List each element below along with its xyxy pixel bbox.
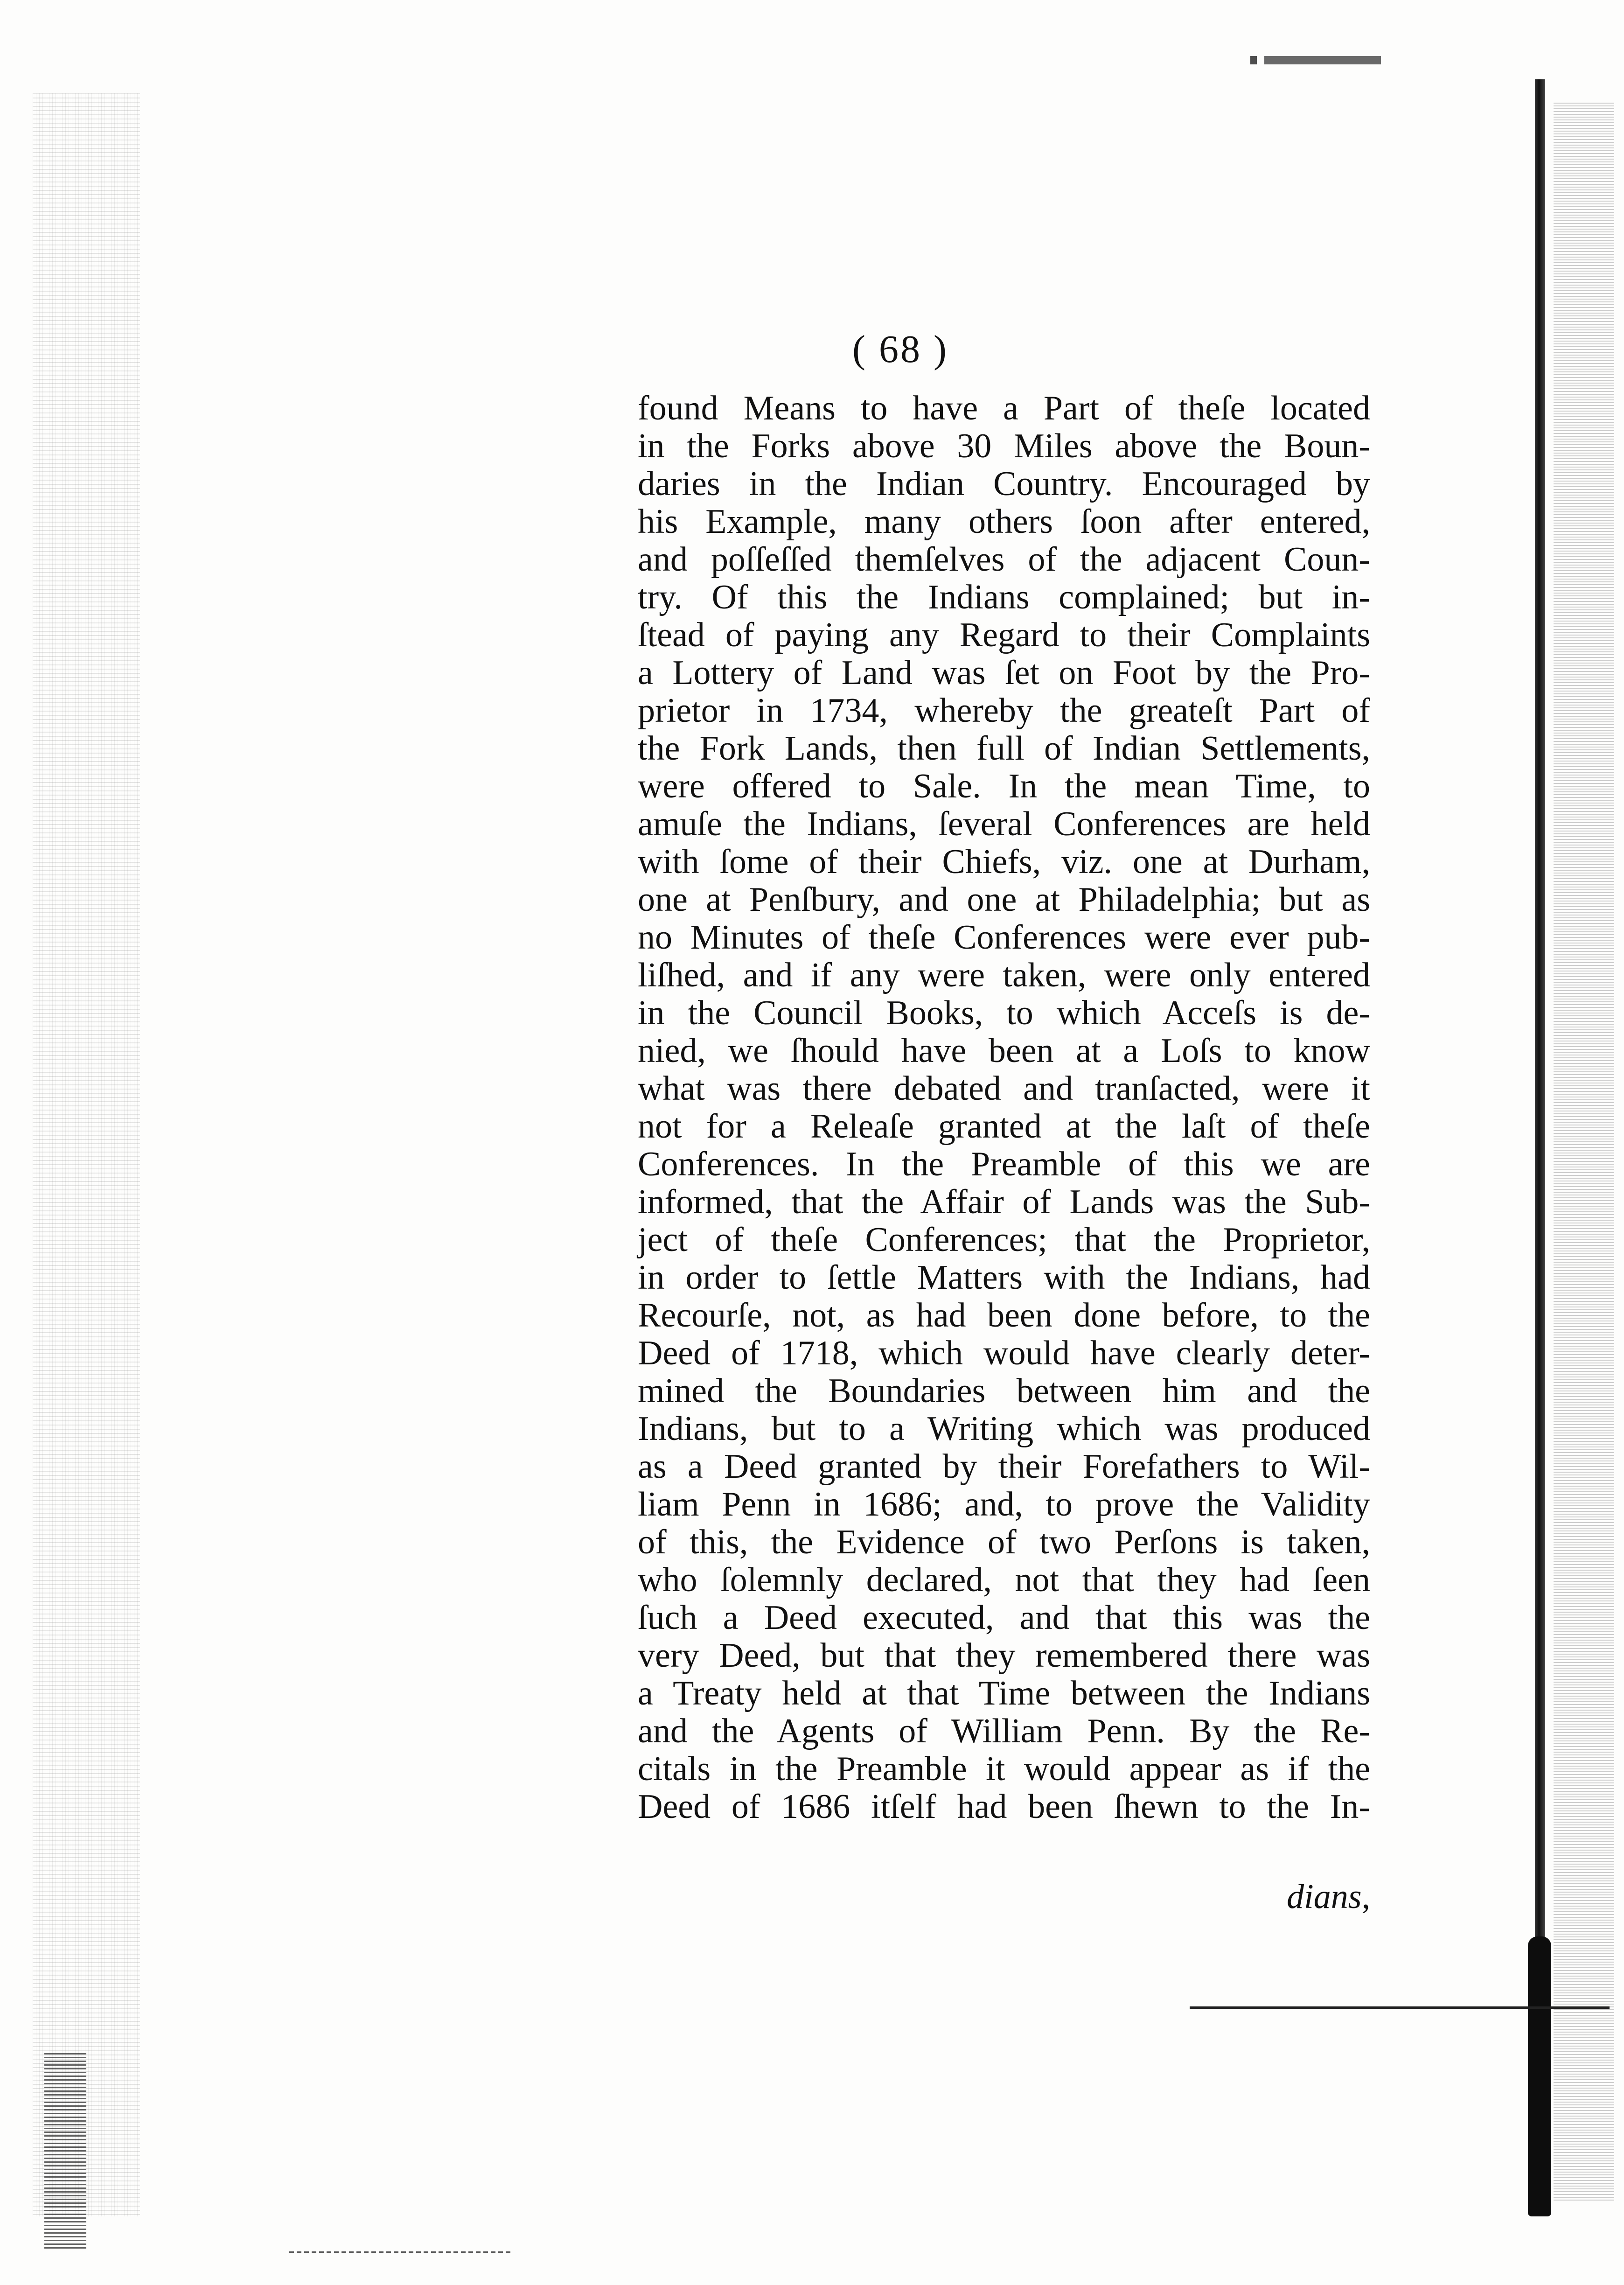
text-line: liſhed, and if any were taken, were only entered (638, 956, 1370, 994)
scan-top-mark (1250, 56, 1381, 64)
text-line: Indians, but to a Writing which was produced (638, 1410, 1370, 1448)
text-line: nied, we ſhould have been at a Loſs to know (638, 1032, 1370, 1070)
text-line: and the Agents of William Penn. By the Re- (638, 1712, 1370, 1750)
scan-left-edge-noise (33, 93, 140, 2216)
text-line: liam Penn in 1686; and, to prove the Validity (638, 1485, 1370, 1523)
text-line: ject of theſe Conferences; that the Proprietor, (638, 1221, 1370, 1259)
text-line: what was there debated and tranſacted, were it (638, 1069, 1370, 1108)
text-line: informed, that the Affair of Lands was the Sub- (638, 1183, 1370, 1221)
text-line: mined the Boundaries between him and the (638, 1372, 1370, 1410)
scan-bottom-dash (289, 2251, 513, 2253)
catchword: dians, (1287, 1878, 1370, 1916)
text-line: a Treaty held at that Time between the Indians (638, 1674, 1370, 1712)
text-line: citals in the Preamble it would appear as if the (638, 1750, 1370, 1788)
text-line: found Means to have a Part of theſe located (638, 389, 1370, 427)
text-line: not for a Releaſe granted at the laſt of theſe (638, 1107, 1370, 1146)
scan-right-edge-dark (1528, 1936, 1551, 2216)
text-line: no Minutes of theſe Conferences were ever pub- (638, 918, 1370, 957)
scan-rule-line (1190, 2006, 1610, 2009)
text-line: prietor in 1734, whereby the greateſt Part of (638, 692, 1370, 730)
scan-right-edge-bar (1535, 79, 1545, 2207)
text-line: with ſome of their Chiefs, viz. one at Durham, (638, 843, 1370, 881)
text-line: the Fork Lands, then full of Indian Settlements, (638, 729, 1370, 768)
scan-left-edge-dark (44, 2053, 86, 2249)
text-line: Recourſe, not, as had been done before, to the (638, 1296, 1370, 1335)
text-line: of this, the Evidence of two Perſons is taken, (638, 1523, 1370, 1561)
text-line: try. Of this the Indians complained; but in- (638, 578, 1370, 616)
text-line: ſuch a Deed executed, and that this was the (638, 1599, 1370, 1637)
text-line: amuſe the Indians, ſeveral Conferences are held (638, 805, 1370, 843)
text-line: who ſolemnly declared, not that they had ſeen (638, 1561, 1370, 1599)
text-line: Deed of 1686 itſelf had been ſhewn to the In- (638, 1788, 1370, 1826)
text-line: as a Deed granted by their Forefathers to Wil- (638, 1447, 1370, 1486)
text-line: one at Penſbury, and one at Philadelphia; but as (638, 880, 1370, 919)
scan-right-edge-noise (1554, 103, 1614, 2202)
text-line: Deed of 1718, which would have clearly deter- (638, 1334, 1370, 1372)
text-line: in the Forks above 30 Miles above the Boun- (638, 427, 1370, 465)
text-line: and poſſeſſed themſelves of the adjacent Coun- (638, 540, 1370, 579)
text-line: in the Council Books, to which Acceſs is de- (638, 994, 1370, 1032)
text-line: Conferences. In the Preamble of this we are (638, 1145, 1370, 1183)
text-line: very Deed, but that they remembered there was (638, 1636, 1370, 1675)
text-line: daries in the Indian Country. Encouraged by (638, 465, 1370, 503)
text-line: his Example, many others ſoon after entered, (638, 503, 1370, 541)
text-line: a Lottery of Land was ſet on Foot by the Pro- (638, 654, 1370, 692)
body-text (638, 390, 1370, 1826)
page-number: ( 68 ) (852, 328, 948, 371)
text-line: ſtead of paying any Regard to their Complaints (638, 616, 1370, 654)
text-line: were offered to Sale. In the mean Time, to (638, 767, 1370, 805)
text-line: in order to ſettle Matters with the Indians, had (638, 1258, 1370, 1297)
